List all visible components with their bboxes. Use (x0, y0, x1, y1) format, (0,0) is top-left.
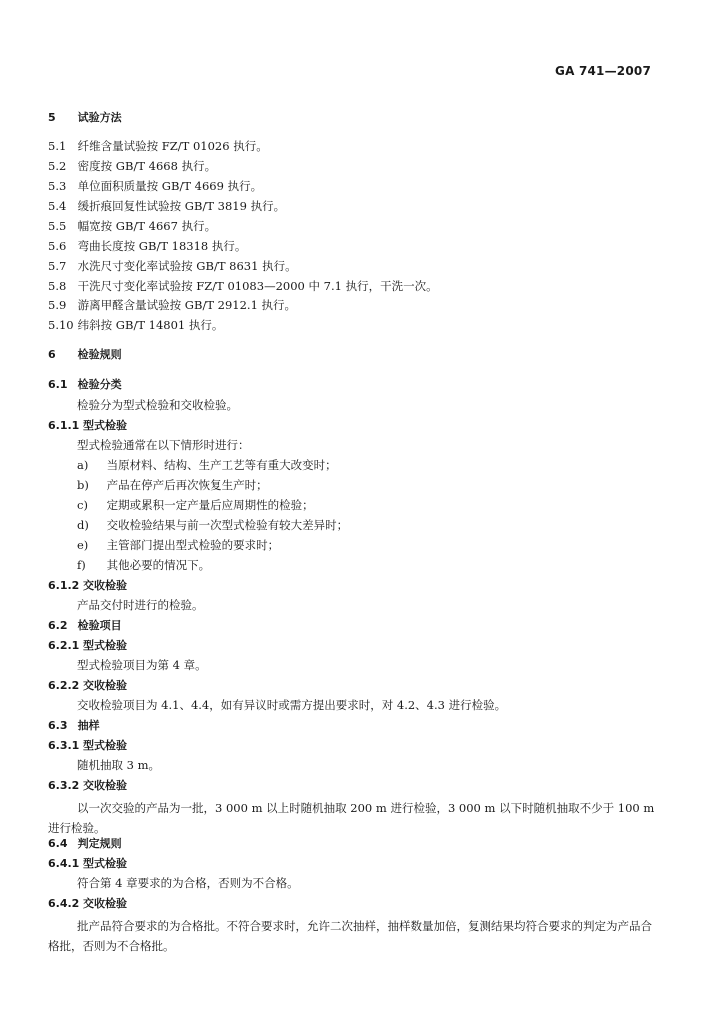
clause-text: 交收检验 (82, 779, 127, 792)
section-heading (48, 638, 653, 653)
section-heading (48, 418, 653, 433)
text-line (48, 199, 653, 214)
section-heading (48, 678, 653, 693)
clause-number: 6.2.2 (48, 679, 80, 692)
text-line (77, 558, 653, 573)
section-heading (48, 856, 653, 871)
clause-number: f) (77, 558, 86, 572)
clause-text: 检验项目 (77, 619, 122, 632)
clause-text: 检验分为型式检验和交收检验。 (77, 398, 238, 412)
text-line (48, 159, 653, 174)
text-line (48, 916, 655, 956)
clause-number: 5.1 (48, 139, 67, 153)
section-heading (48, 578, 653, 593)
clause-number: 5.3 (48, 179, 67, 193)
clause-text: 其他必要的情况下。 (106, 558, 211, 572)
clause-number: 6.3 (48, 719, 68, 732)
text-line (77, 758, 653, 773)
clause-number: 5 (48, 111, 56, 124)
clause-text: 型式检验 (82, 857, 127, 870)
clause-text: 弯曲长度按 GB/T 18318 执行。 (77, 239, 247, 253)
text-line (48, 239, 653, 254)
text-line (77, 876, 653, 891)
text-line (48, 298, 653, 313)
section-heading (48, 836, 653, 851)
clause-text: 干洗尺寸变化率试验按 FZ/T 01083—2000 中 7.1 执行，干洗一次。 (77, 279, 438, 293)
clause-number: 6.1.1 (48, 419, 80, 432)
clause-number: 6.3.1 (48, 739, 80, 752)
text-line (48, 139, 653, 154)
clause-text: 型式检验通常在以下情形时进行： (77, 438, 250, 452)
clause-text: 型式检验 (82, 639, 127, 652)
clause-text: 批产品符合要求的为合格批。不符合要求时，允许二次抽样，抽样数量加倍，复测结果均符合要求的判定为产品合格批，否则为不合格批。 (48, 919, 652, 953)
clause-text: 交收检验 (82, 579, 127, 592)
standard-number: GA 741—2007 (555, 64, 651, 78)
text-line (48, 179, 653, 194)
clause-text: 以一次交验的产品为一批，3 000 m 以上时随机抽取 200 m 进行检验，3 000 m 以下时随机抽取不少于 100 m 进行检验。 (48, 801, 655, 835)
text-line (77, 658, 653, 673)
clause-text: 幅宽按 GB/T 4667 执行。 (77, 219, 217, 233)
clause-number: 5.6 (48, 239, 67, 253)
text-line (48, 318, 653, 333)
clause-text: 符合第 4 章要求的为合格，否则为不合格。 (77, 876, 299, 890)
text-line (48, 279, 653, 294)
clause-text: 纤维含量试验按 FZ/T 01026 执行。 (77, 139, 268, 153)
text-line (77, 398, 653, 413)
clause-number: 6.4 (48, 837, 68, 850)
clause-text: 产品交付时进行的检验。 (77, 598, 204, 612)
text-line (48, 798, 655, 838)
clause-number: 5.5 (48, 219, 67, 233)
clause-text: 交收检验结果与前一次型式检验有较大差异时； (106, 518, 349, 532)
clause-number: 6.4.2 (48, 897, 80, 910)
text-line (77, 598, 653, 613)
clause-text: 检验规则 (77, 348, 122, 361)
clause-text: 随机抽取 3 m。 (77, 758, 161, 772)
clause-number: a) (77, 458, 89, 472)
clause-number: 5.9 (48, 298, 67, 312)
clause-number: 6 (48, 348, 56, 361)
section-heading (48, 896, 653, 911)
clause-number: 6.1.2 (48, 579, 80, 592)
clause-text: 型式检验 (82, 739, 127, 752)
clause-text: 交收检验 (82, 679, 127, 692)
text-line (77, 698, 653, 713)
clause-text: 水洗尺寸变化率试验按 GB/T 8631 执行。 (77, 259, 297, 273)
clause-number: 6.4.1 (48, 857, 80, 870)
text-line (77, 438, 653, 453)
text-line (77, 498, 653, 513)
clause-text: 主管部门提出型式检验的要求时； (106, 538, 280, 552)
clause-text: 定期或累积一定产量后应周期性的检验； (106, 498, 314, 512)
text-line (77, 518, 653, 533)
clause-text: 产品在停产后再次恢复生产时； (106, 478, 268, 492)
clause-number: 6.2 (48, 619, 68, 632)
clause-number: d) (77, 518, 89, 532)
clause-number: 5.10 (48, 318, 74, 332)
clause-text: 型式检验 (82, 419, 127, 432)
clause-number: 6.2.1 (48, 639, 80, 652)
clause-text: 纬斜按 GB/T 14801 执行。 (77, 318, 224, 332)
clause-text: 单位面积质量按 GB/T 4669 执行。 (77, 179, 263, 193)
clause-number: 5.2 (48, 159, 67, 173)
clause-number: b) (77, 478, 89, 492)
clause-text: 交收检验项目为 4.1、4.4，如有异议时或需方提出要求时，对 4.2、4.3 进行检验。 (77, 698, 507, 712)
text-line (48, 219, 653, 234)
clause-text: 检验分类 (77, 378, 122, 391)
clause-text: 抽样 (77, 719, 100, 732)
clause-text: 游离甲醛含量试验按 GB/T 2912.1 执行。 (77, 298, 297, 312)
clause-number: 6.3.2 (48, 779, 80, 792)
clause-number: 5.8 (48, 279, 67, 293)
clause-number: 6.1 (48, 378, 68, 391)
clause-text: 型式检验项目为第 4 章。 (77, 658, 207, 672)
clause-text: 试验方法 (77, 111, 122, 124)
text-line (77, 478, 653, 493)
clause-text: 当原材料、结构、生产工艺等有重大改变时； (106, 458, 337, 472)
section-heading (48, 110, 653, 125)
section-heading (48, 738, 653, 753)
clause-text: 判定规则 (77, 837, 122, 850)
section-heading (48, 377, 653, 392)
clause-number: e) (77, 538, 89, 552)
clause-text: 密度按 GB/T 4668 执行。 (77, 159, 217, 173)
clause-number: 5.7 (48, 259, 67, 273)
section-heading (48, 718, 653, 733)
clause-text: 交收检验 (82, 897, 127, 910)
section-heading (48, 347, 653, 362)
clause-text: 缓折痕回复性试验按 GB/T 3819 执行。 (77, 199, 286, 213)
section-heading (48, 778, 653, 793)
clause-number: c) (77, 498, 88, 512)
text-line (48, 259, 653, 274)
text-line (77, 538, 653, 553)
section-heading (48, 618, 653, 633)
text-line (77, 458, 653, 473)
clause-number: 5.4 (48, 199, 67, 213)
